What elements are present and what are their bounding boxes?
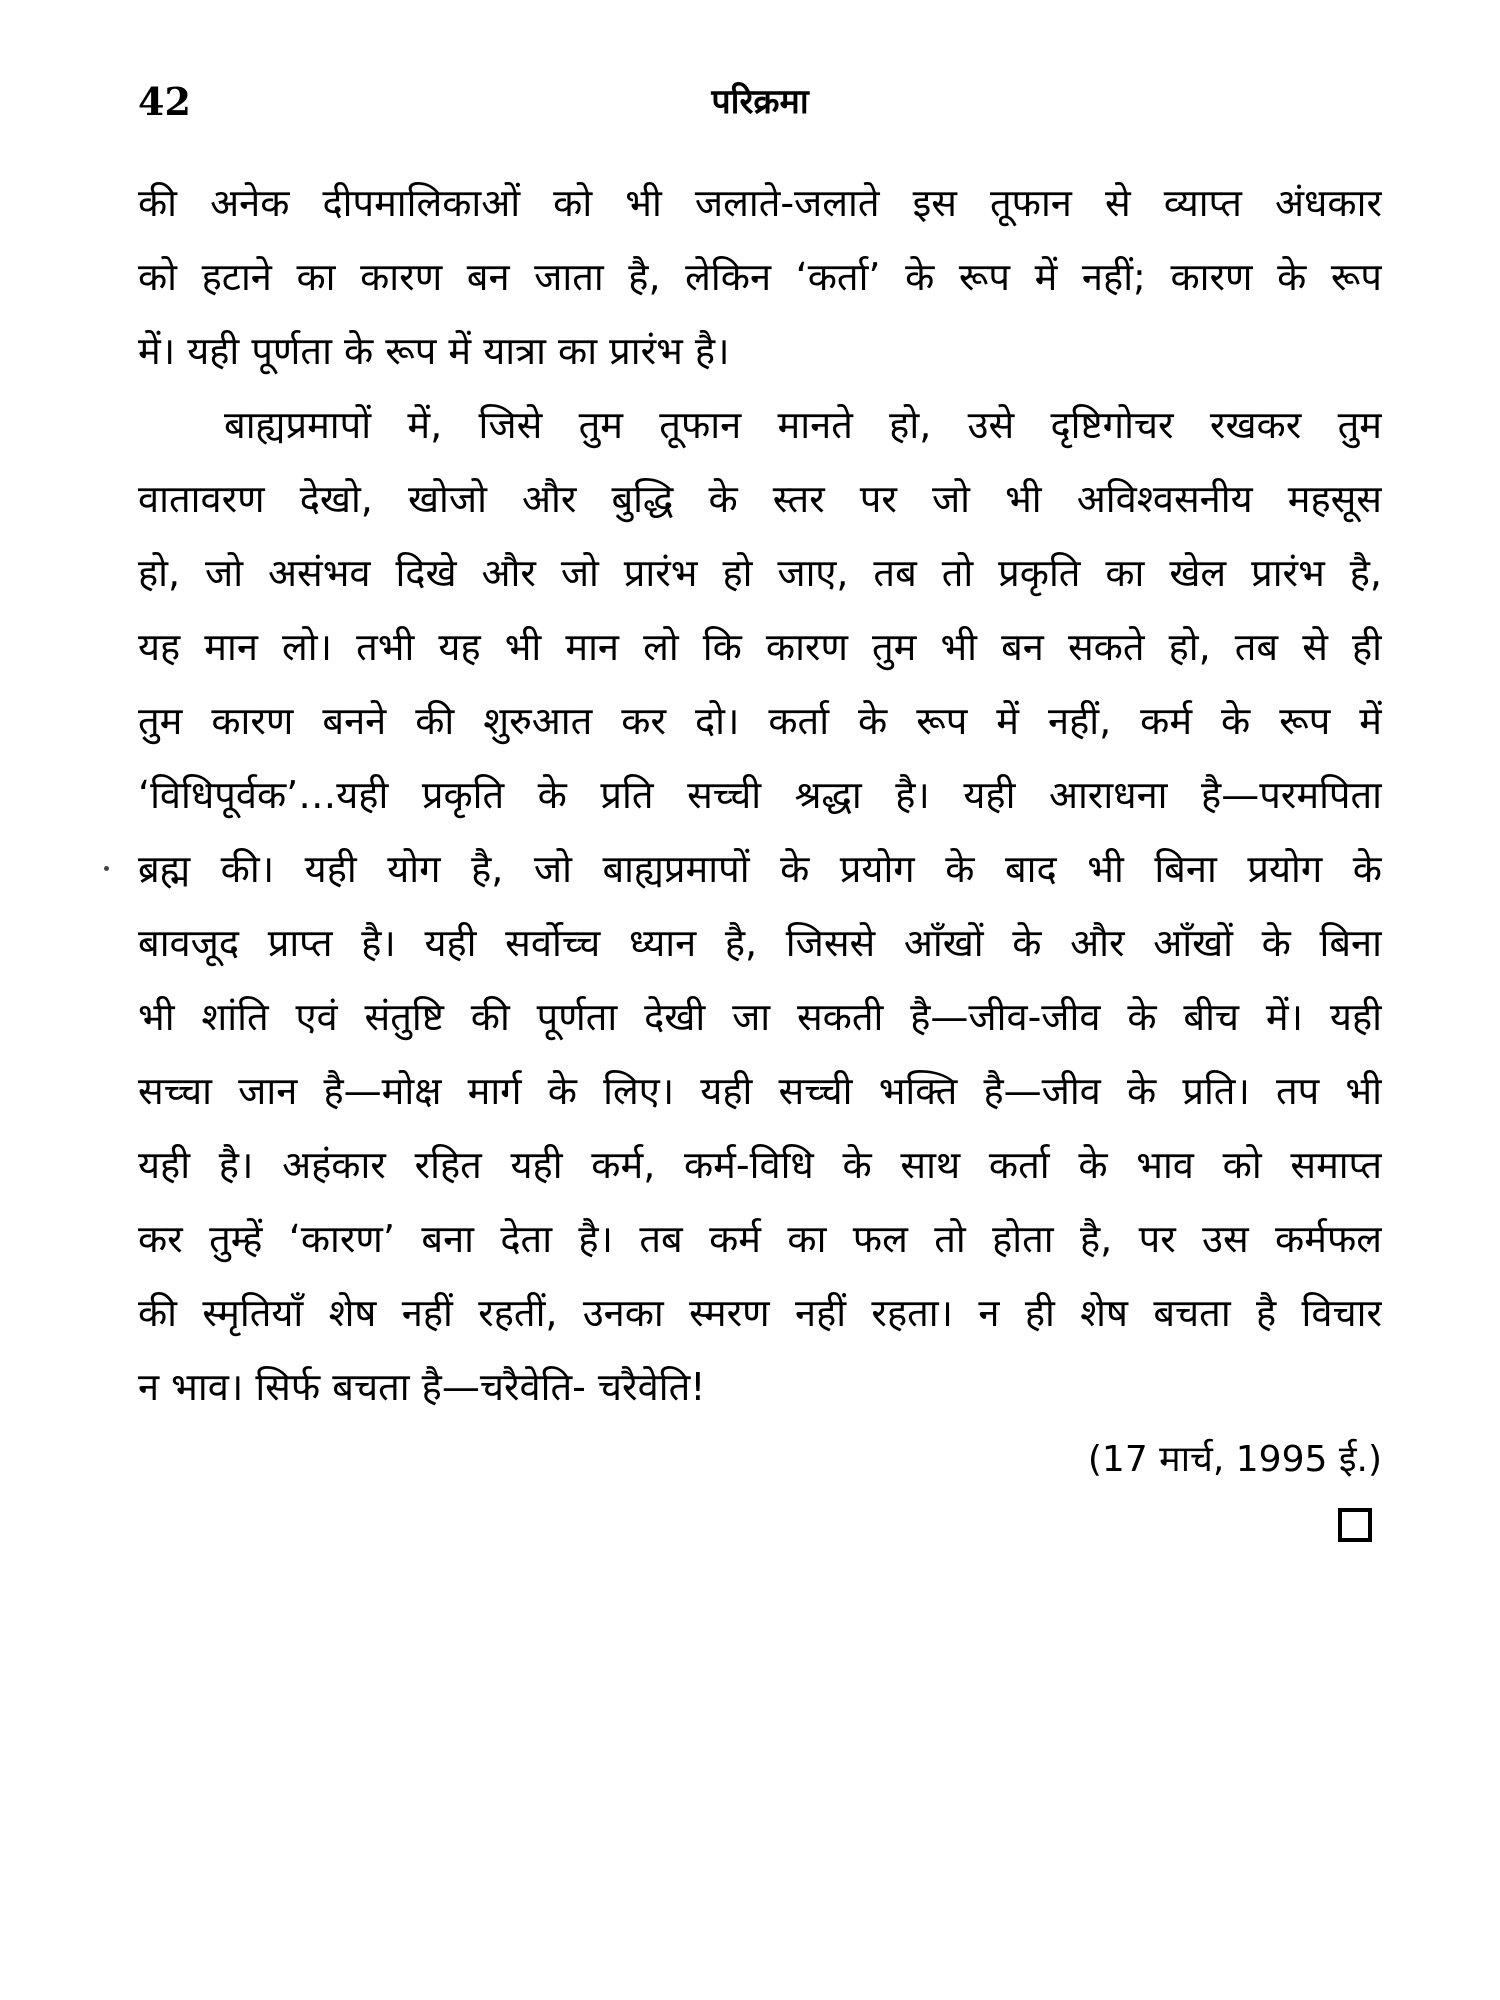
scan-speck-icon — [104, 866, 109, 871]
text-line: की अनेक दीपमालिकाओं को भी जलाते-जलाते इस तूफान से व्याप्त अंधकार — [138, 181, 1382, 225]
text-line: ब्रह्म की। यही योग है, जो बाह्यप्रमापों के प्रयोग के बाद भी बिना प्रयोग के — [138, 847, 1382, 891]
text-line: न भाव। सिर्फ बचता है—चरैवेति- चरैवेति! — [138, 1365, 706, 1409]
end-of-section-box-icon — [1338, 1508, 1372, 1542]
dateline: (17 मार्च, 1995 ई.) — [1087, 1439, 1382, 1480]
text-line: यही है। अहंकार रहित यही कर्म, कर्म-विधि के साथ कर्ता के भाव को समाप्त — [138, 1143, 1382, 1187]
page-number: 42 — [138, 79, 191, 124]
text-line: तुम कारण बनने की शुरुआत कर दो। कर्ता के रूप में नहीं, कर्म के रूप में — [138, 699, 1382, 743]
page-header — [138, 78, 1382, 138]
running-title: परिक्रमा — [711, 82, 809, 122]
text-line: बाह्यप्रमापों में, जिसे तुम तूफान मानते हो, उसे दृष्टिगोचर रखकर तुम — [224, 403, 1382, 447]
text-line: ‘विधिपूर्वक’…यही प्रकृति के प्रति सच्ची श्रद्धा है। यही आराधना है—परमपिता — [138, 773, 1382, 817]
text-line: को हटाने का कारण बन जाता है, लेकिन ‘कर्ता’ के रूप में नहीं; कारण के रूप — [138, 255, 1382, 299]
text-line: कर तुम्हें ‘कारण’ बना देता है। तब कर्म का फल तो होता है, पर उस कर्मफल — [138, 1217, 1382, 1261]
text-line: बावजूद प्राप्त है। यही सर्वोच्च ध्यान है, जिससे आँखों के और आँखों के बिना — [138, 921, 1382, 965]
text-line: यह मान लो। तभी यह भी मान लो कि कारण तुम भी बन सकते हो, तब से ही — [138, 625, 1382, 669]
text-line: में। यही पूर्णता के रूप में यात्रा का प्रारंभ है। — [138, 329, 730, 373]
text-line: भी शांति एवं संतुष्टि की पूर्णता देखी जा सकती है—जीव-जीव के बीच में। यही — [138, 995, 1382, 1039]
body-text — [138, 166, 1382, 1424]
text-line: वातावरण देखो, खोजो और बुद्धि के स्तर पर जो भी अविश्वसनीय महसूस — [138, 477, 1382, 521]
text-line: की स्मृतियाँ शेष नहीं रहतीं, उनका स्मरण नहीं रहता। न ही शेष बचता है विचार — [138, 1291, 1382, 1335]
text-line: हो, जो असंभव दिखे और जो प्रारंभ हो जाए, तब तो प्रकृति का खेल प्रारंभ है, — [138, 551, 1382, 595]
text-line: सच्चा जान है—मोक्ष मार्ग के लिए। यही सच्ची भक्ति है—जीव के प्रति। तप भी — [138, 1069, 1382, 1113]
